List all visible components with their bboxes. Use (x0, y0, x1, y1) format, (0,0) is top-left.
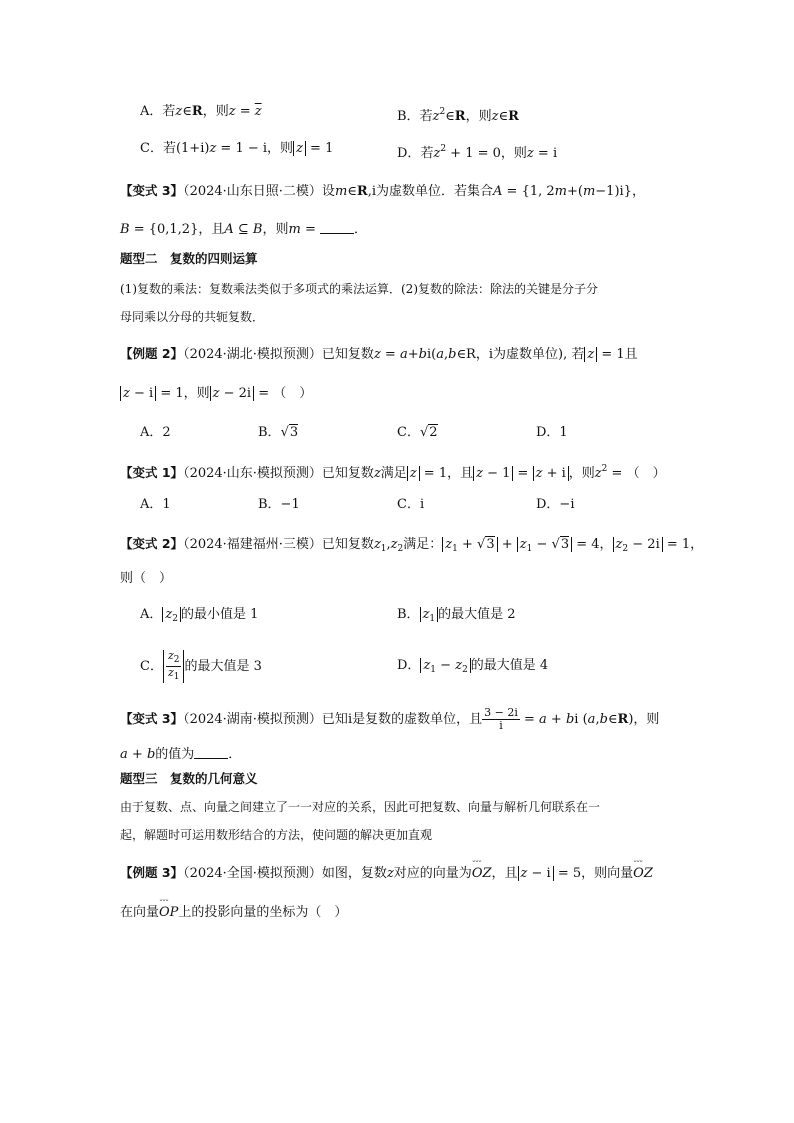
section-title: 题型三 复数的几何意义 (120, 771, 258, 786)
variant1-line1: 【变式 1】（2024·山东·模拟预测）已知复数z满足 z = 1，且 z − 1 = z + i ，则$z^2$ = （ ） (120, 464, 666, 481)
variant1-option-c[interactable]: C．i (397, 497, 425, 512)
example3-line1: 【例题 3】（2024·全国·模拟预测）如图，复数z对应的向量为˘˘˘ OZ，且 z − i = 5，则向量˘˘˘ OZ (120, 864, 653, 883)
example3-line2: 在向量˘˘˘ OP上的投影向量的坐标为（ ） (120, 904, 347, 922)
answer-blank[interactable] (320, 221, 354, 234)
variant1-option-b[interactable]: B．−1 (258, 497, 300, 512)
variant3-first-line2: B = {0,1,2}，且A ⊆ B，则m = ． (120, 222, 368, 237)
section-description: 母同乘以分母的共轭复数． (120, 310, 265, 324)
section-description: 由于复数、点、向量之间建立了一一对应的关系，因此可把复数、向量与解析几何联系在一 (120, 800, 601, 814)
example2-option-c[interactable]: C．√2 (397, 425, 438, 440)
example2-line1: 【例题 2】（2024·湖北·模拟预测）已知复数z = a+bi(a,b∈R，i为虚数单位), 若 z = 1且 (120, 346, 638, 362)
variant2-line1: 【变式 2】（2024·福建福州·三模）已知复数$z_1,z_2$满足： $z_1 + √3 + z_1 - √3 = 4$， $z_2 - 2i = 1$， (120, 536, 704, 554)
option-d[interactable]: D．若$z^2 + 1 = 0$，则z = i (397, 144, 558, 161)
section-description: 起，解题时可运用数形结合的方法，使问题的解决更加直观 (120, 828, 433, 842)
variant3-second-line1: 【变式 3】（2024·湖南·模拟预测）已知i是复数的虚数单位，且 $\frac{3 - 2i}{i}$ = a + bi (a,b∈R)，则 (120, 706, 660, 732)
variant1-option-d[interactable]: D．−i (536, 497, 575, 512)
option-c[interactable]: C．若(1+i)z = 1 − i，则 z = 1 (140, 141, 334, 156)
variant2-option-b[interactable]: B． $z_1$ 的最大值是 2 (397, 607, 516, 624)
variant2-option-a[interactable]: A． $z_2$ 的最小值是 1 (140, 607, 259, 624)
variant1-option-a[interactable]: A．1 (140, 497, 171, 512)
variant3-first-line1: 【变式 3】（2024·山东日照·二模）设m∈R,i为虚数单位．若集合A = {1, 2m+(m−1)i}， (120, 183, 645, 199)
variant2-option-d[interactable]: D． $z_1 - z_2$ 的最大值是 4 (397, 658, 549, 675)
example2-option-a[interactable]: A．2 (140, 425, 171, 440)
variant2-option-c[interactable]: C． $\frac{z_2}{z_1}$ 的最大值是 3 (140, 649, 262, 682)
answer-blank[interactable] (194, 746, 228, 759)
example2-line2: z − i = 1，则 z − 2i = （ ） (120, 385, 312, 403)
option-a[interactable]: A．若z∈R，则$z = \overline{z}$ (140, 104, 262, 119)
variant3-second-line2: a + b的值为 ． (120, 747, 242, 762)
section-description: (1)复数的乘法：复数乘法类似于多项式的乘法运算．(2)复数的除法：除法的关键是分子分 (120, 282, 598, 296)
variant2-line2: 则（ ） (120, 571, 173, 586)
example2-option-b[interactable]: B．√3 (258, 425, 299, 440)
section-title: 题型二 复数的四则运算 (120, 251, 258, 266)
example2-option-d[interactable]: D．1 (536, 425, 568, 440)
option-b[interactable]: B．若$z^2\in R$，则z∈R (397, 107, 519, 124)
